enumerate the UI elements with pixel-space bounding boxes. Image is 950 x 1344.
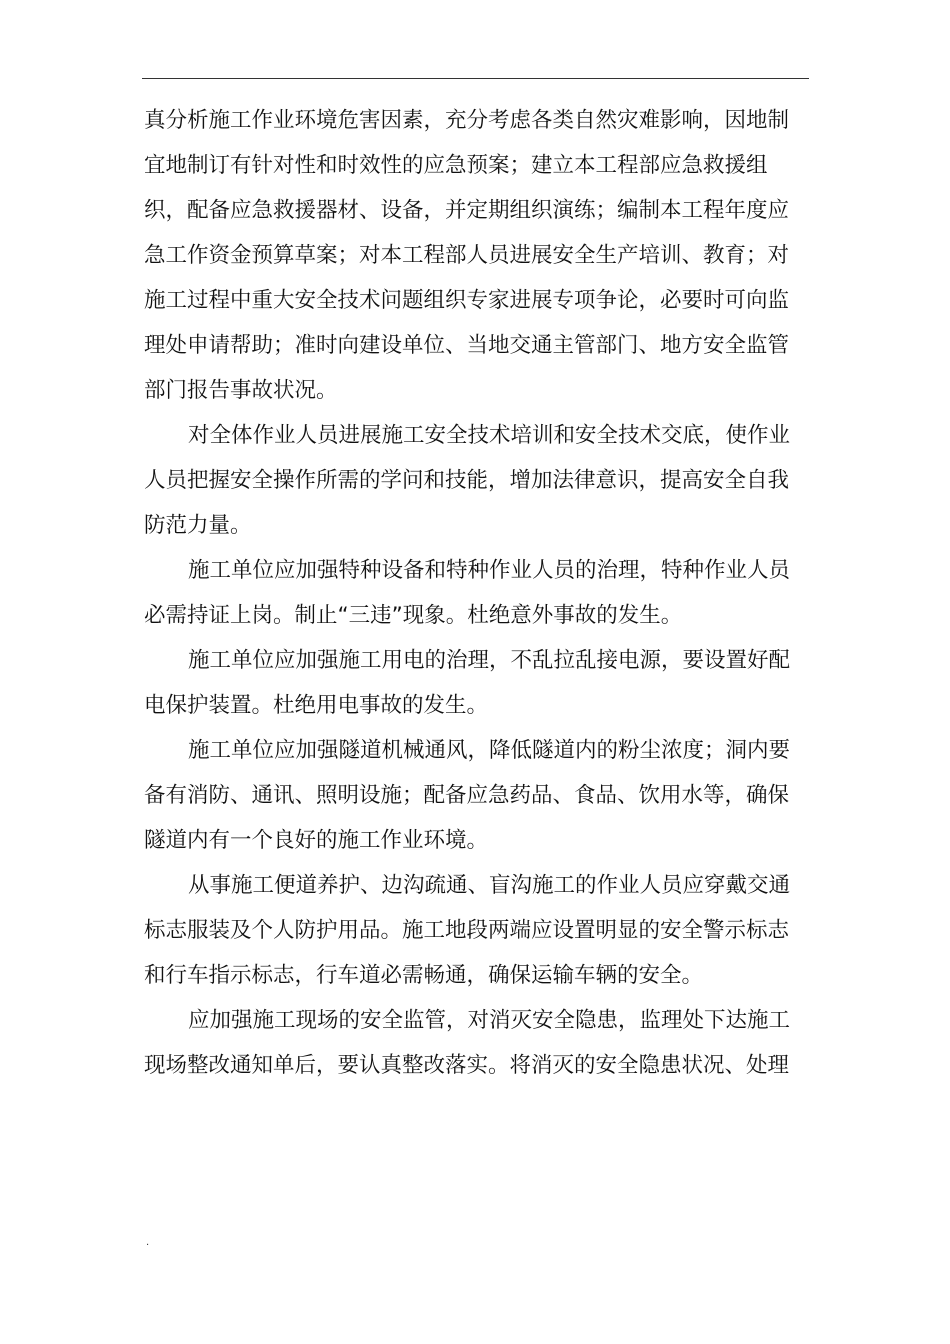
paragraph-line: 施工过程中重大安全技术问题组织专家进展专项争论，必要时可向监 [144, 288, 790, 313]
paragraph-line: 从事施工便道养护、边沟疏通、盲沟施工的作业人员应穿戴交通 [188, 873, 791, 898]
paragraph-line: 标志服装及个人防护用品。施工地段两端应设置明显的安全警示标志 [144, 918, 790, 943]
paragraph-line: 宜地制订有针对性和时效性的应急预案；建立本工程部应急救援组 [144, 153, 768, 178]
paragraph-line: 隧道内有一个良好的施工作业环境。 [144, 828, 489, 853]
paragraph [144, 413, 816, 548]
paragraph-line: 施工单位应加强特种设备和特种作业人员的治理，特种作业人员 [188, 558, 791, 583]
paragraph-line: 部门报告事故状况。 [144, 378, 338, 403]
paragraph-line: 备有消防、通讯、照明设施；配备应急药品、食品、饮用水等，确保 [144, 783, 790, 808]
paragraph-line: 必需持证上岗。制止“三违”现象。杜绝意外事故的发生。 [144, 603, 683, 628]
paragraph [144, 638, 816, 728]
paragraph-line: 和行车指示标志，行车道必需畅通，确保运输车辆的安全。 [144, 963, 704, 988]
paragraph-line: 应加强施工现场的安全监管，对消灭安全隐患，监理处下达施工 [188, 1008, 791, 1033]
document-body [144, 98, 816, 1088]
paragraph-line: 防范力量。 [144, 513, 252, 538]
paragraph-line: 电保护装置。杜绝用电事故的发生。 [144, 693, 489, 718]
paragraph [144, 548, 816, 638]
paragraph-line: 真分析施工作业环境危害因素，充分考虑各类自然灾难影响，因地制 [144, 108, 790, 133]
paragraph-line: 急工作资金预算草案；对本工程部人员进展安全生产培训、教育；对 [144, 243, 790, 268]
header-rule [142, 78, 809, 79]
paragraph [144, 98, 816, 413]
paragraph-line: 人员把握安全操作所需的学问和技能，增加法律意识，提高安全自我 [144, 468, 790, 493]
paragraph-line: 理处申请帮助；准时向建设单位、当地交通主管部门、地方安全监管 [144, 333, 790, 358]
footer-mark: . [146, 1237, 150, 1248]
paragraph-line: 施工单位应加强施工用电的治理，不乱拉乱接电源，要设置好配 [188, 648, 791, 673]
paragraph-line: 织，配备应急救援器材、设备，并定期组织演练；编制本工程年度应 [144, 198, 790, 223]
paragraph [144, 863, 816, 998]
paragraph [144, 998, 816, 1088]
paragraph-line: 现场整改通知单后，要认真整改落实。将消灭的安全隐患状况、处理 [144, 1053, 790, 1078]
paragraph-line: 对全体作业人员进展施工安全技术培训和安全技术交底，使作业 [188, 423, 791, 448]
paragraph-line: 施工单位应加强隧道机械通风，降低隧道内的粉尘浓度；洞内要 [188, 738, 791, 763]
paragraph [144, 728, 816, 863]
